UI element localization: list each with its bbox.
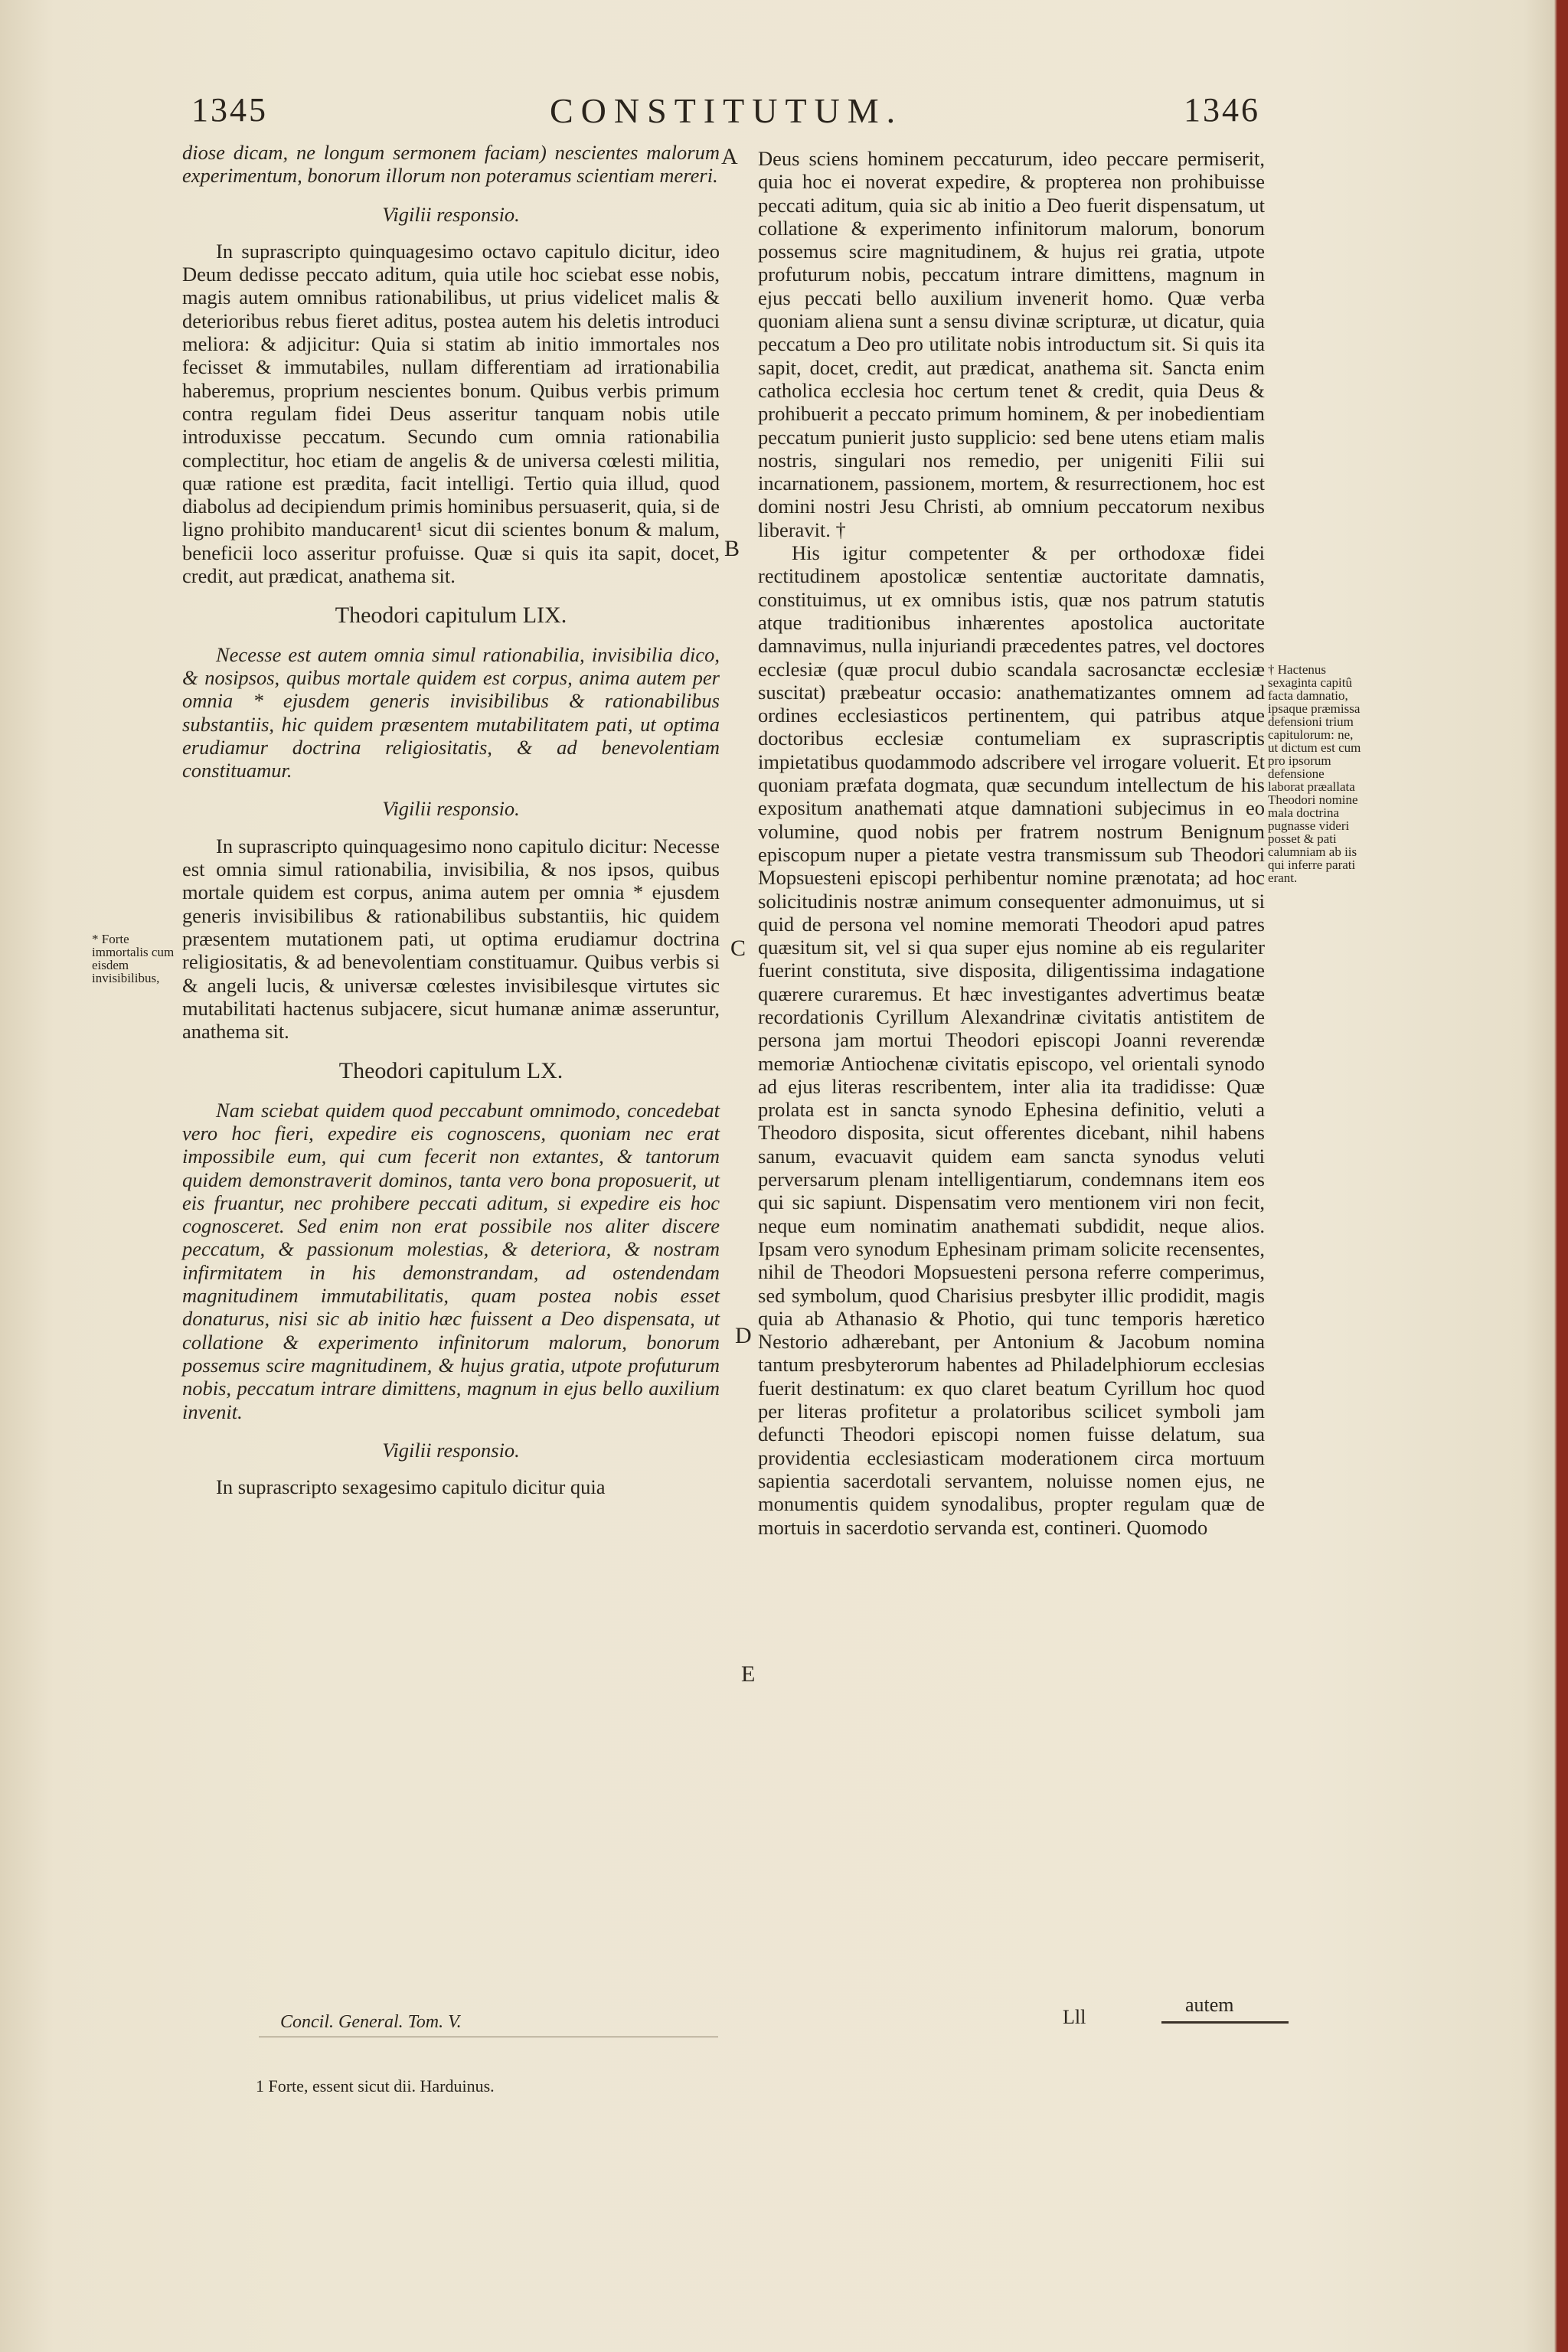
margin-letter: C	[730, 936, 746, 961]
margin-letter: B	[724, 536, 740, 561]
right-column	[758, 147, 1265, 1539]
right-text-block: Deus sciens hominem peccaturum, ideo peccare permiserit, quia hoc ei noverat expedire, & propterea non prohibuisse peccati aditum, quia sic ab initio a Deo fuerit dispensatum, ut collatione & experimento infinitorum malorum, bonorum possemus scire magnitudinem, & hujus rei gratia, utpote profuturum nobis, peccatum intrare dimittens, magnum in ejus peccati bello auxilium invenerit homo. Quæ verba quoniam aliena sunt a sensu divinæ scripturæ, ut dicatur, quia peccatum a Deo pro utilitate nobis introductum sit. Si quis ita sapit, docet, credit, aut prædicat, anathema sit. Sancta enim catholica ecclesia hoc certum tenet & credit, quia Deus & prohibuerit a peccato primum hominem, & per inobedientiam peccatum punierit justo supplicio: sed bene utens etiam malis nostris, singulari nos remedio, per unigeniti Filii sui incarnationem, passionem, mortem, & resurrectionem, hoc est domini nostri Jesu Christi, ab omnium peccatorum nexibus liberavit. †	[758, 147, 1265, 541]
margin-note-right: † Hactenus sexaginta capitû facta damnatio, ipsaque præmissa defensioni trium capitulorum: ne, ut dictum est cum pro ipsorum defensione laborat præallata Theodori nomine mala doctrina pugnasse videri posset & pati calumniam ab iis qui inferre parati erant.	[1268, 662, 1361, 885]
responsio-text: In suprascripto quinquagesimo nono capitulo dicitur: Necesse est omnia simul rationabilia, invisibilia, & nos ipsos, quibus mortale quidem est corpus, anima autem per omnia * ejusdem generis invisibilibus & rationabilibus substantiis, hic quidem præsentem mutationem pati, ut optima erudiamur doctrina religiositatis, & ad benevolentiam constituamur. Quibus verbis si & angeli lucis, & universæ cœlestes invisibilesque virtutes sic mutabilitati hactenus subjacere, sicut humanæ animæ asseruntur, anathema sit.	[182, 834, 720, 1044]
footnote: 1 Forte, essent sicut dii. Harduinus.	[256, 2076, 495, 2096]
responsio-heading: Vigilii responsio.	[382, 202, 520, 226]
margin-letter: E	[741, 1661, 756, 1687]
page-number-left: 1345	[191, 91, 268, 129]
responsio-text: In suprascripto sexagesimo capitulo dicitur quia	[216, 1475, 606, 1499]
responsio-heading: Vigilii responsio.	[382, 1438, 520, 1462]
right-text-block: His igitur competenter & per orthodoxæ fidei rectitudinem apostolicæ sententiæ auctoritate damnatis, constituimus, ut ex omnibus istis, quæ nos patrum statutis atque traditionibus inhærentes apostolica auctoritate damnavimus, nulla injuriandi præcedentes patres, vel doctores ecclesiæ (quæ procul dubio scandala sacrosanctæ ecclesiæ suscitat) præbeatur occasio: anathematizantes omnem ad ordines ecclesiasticos pertinentem, qui patribus atque doctoribus ecclesiæ contumeliam ex suprascriptis impietatibus quodammodo adscribere vel irrogare voluerit. Et quoniam præfata dogmata, quæ secundum intellectum de his expositum anathemati atque damnationi subjecimus in eo volumine, quod nobis per fratrem nostrum Benignum episcopum nuper a pietate vestra transmissum sub Theodori Mopsuesteni episcopi perhibentur nomine prænotata; ad hoc solicitudinis nostræ animum consequenter admonuimus, ut si quid de persona vel nomine memorati Theodori apud patres quæsitum sit, vel si qua super ejus nomine ab eis regulariter fuerint constituta, sive disposita, diligentissima indagatione quærere curaremus. Et hæc investigantes advertimus beatæ recordationis Cyrillum Alexandrinæ civitatis antistitem de persona jam mortui Theodori episcopi Joanni reverendæ memoriæ Antiochenæ civitatis episcopo, vel orientali synodo ad ejus literas rescribentem, inter alia ita tradidisse: Quæ prolata est in sancta synodo Ephesina definitio, veluti a Theodoro disposita, sicut offerentes dicebant, nihil habens sanum, evacuavit quidem eam sancta synodus veluti perversarum plenam intelligentiarum, condemnans item eos qui sic sapiunt. Dispensatim vero mentionem viri non fecit, neque eum nominatim anathemati subdidit, neque alios. Ipsam vero synodum Ephesinam primam solicite recensentes, nihil de Theodori Mopsuesteni persona referre comperimus, sed symbolum, quod Charisius presbyter illic prodidit, magis quia ab Athanasio & Photio, qui tunc temporis hæretico Nestorio adhærebant, per Antonium & Jacobum nomina tantum presbyterorum habentes ad Philadelphiorum ecclesias fuerit destinatum: ex quo claret beatum Cyrillum hoc quod per literas profitetur a prolatoribus scilicet symboli jam defuncti Theodori episcopi nomen fuisse delatum, sua providentia ecclesiasticam moderationem circa mortuum sapientia sacerdotali servantem, noluisse nomen ejus, ne monumentis quidem synodalibus, propter regulam quæ de mortuis in sacerdotio servanda est, contineri. Quomodo	[758, 541, 1265, 1539]
responsio-heading: Vigilii responsio.	[382, 797, 520, 821]
page-number-right: 1346	[1184, 91, 1260, 129]
running-header	[0, 90, 1568, 136]
chapter-text: Nam sciebat quidem quod peccabunt omnimodo, concedebat vero hoc fieri, expedire eis cognoscens, quoniam nec erat impossibile eum, qui cum fecerit non extantes, & tantorum quidem demonstraverit dominos, tanta vero bona proposuerit, ut eis fruantur, nec prohibere peccati aditum, si expedire eis hoc cognosceret. Sed enim non erat possibile nos aliter discere peccatum, & passionum molestias, & deteriora, & nostram infirmitatem in his demonstrandam, ad ostendendam magnitudinem immutabilitatis, quam postea nobis esset donaturus, nisi sic ab initio hæc fuissent a Deo dispensata, ut collatione & experimento infinitorum malorum, bonorum possemus scire magnitudinem, & hujus gratia, utpote profuturum nobis, peccatum intrare dimittens, magnum in ejus bello auxilium invenit.	[182, 1098, 720, 1423]
left-column	[182, 141, 720, 1498]
margin-letter: D	[735, 1323, 752, 1348]
chapter-heading: Theodori capitulum LIX.	[335, 603, 567, 629]
responsio-text: In suprascripto quinquagesimo octavo capitulo dicitur, ideo Deum dedisse peccato aditum, quia utile hoc sciebat esse nobis, magis autem omnibus rationabilibus, ut prius videlicet malis & deterioribus rebus fieret aditus, postea autem his deletis introduci meliora: & adjicitur: Quia si statim ab initio immortales nos fecisset & immutabiles, nullam differentiam ad irrationabilia haberemus, proprium nescientes bonum. Quibus verbis primum contra regulam fidei Deus asseritur tanquam nobis utile introduxisse peccatum. Secundo cum omnia rationabilia complectitur, hoc etiam de angelis & de universa cœlesti militia, quæ ratione est prædita, facit intelligi. Tertio quia illud, quod diabolus ad decipiendum primis hominibus persuaserit, quia, si de ligno prohibito manducarent¹ sicut dii scientes bonum & malum, beneficii loco asseritur profuisse. Quæ si quis ita sapit, docet, credit, aut prædicat, anathema sit.	[182, 239, 720, 588]
left-intro-text: diose dicam, ne longum sermonem faciam) nescientes malorum experimentum, bonorum illorum non poteramus scientiam mereri.	[182, 141, 720, 188]
footer-rule	[1161, 2021, 1289, 2024]
chapter-heading: Theodori capitulum LX.	[338, 1058, 564, 1084]
catchword: autem	[1185, 1994, 1234, 2016]
signature-mark: Concil. General. Tom. V.	[280, 2012, 462, 2032]
margin-note-left: * Forte immortalis cum eisdem invisibilibus,	[92, 932, 175, 985]
chapter-text: Necesse est autem omnia simul rationabilia, invisibilia dico, & nosipsos, quibus mortale quidem est corpus, anima autem per omnia * ejusdem generis invisibilibus & rationabilibus substantiis, hic quidem præsentem mutabilitatem pati, ut optima erudiamur doctrina religiositatis, & ad benevolentiam constituamur.	[182, 642, 720, 782]
gathering-mark: Lll	[1063, 2006, 1086, 2028]
running-title: CONSTITUTUM.	[550, 91, 903, 130]
margin-letter: A	[721, 144, 738, 169]
